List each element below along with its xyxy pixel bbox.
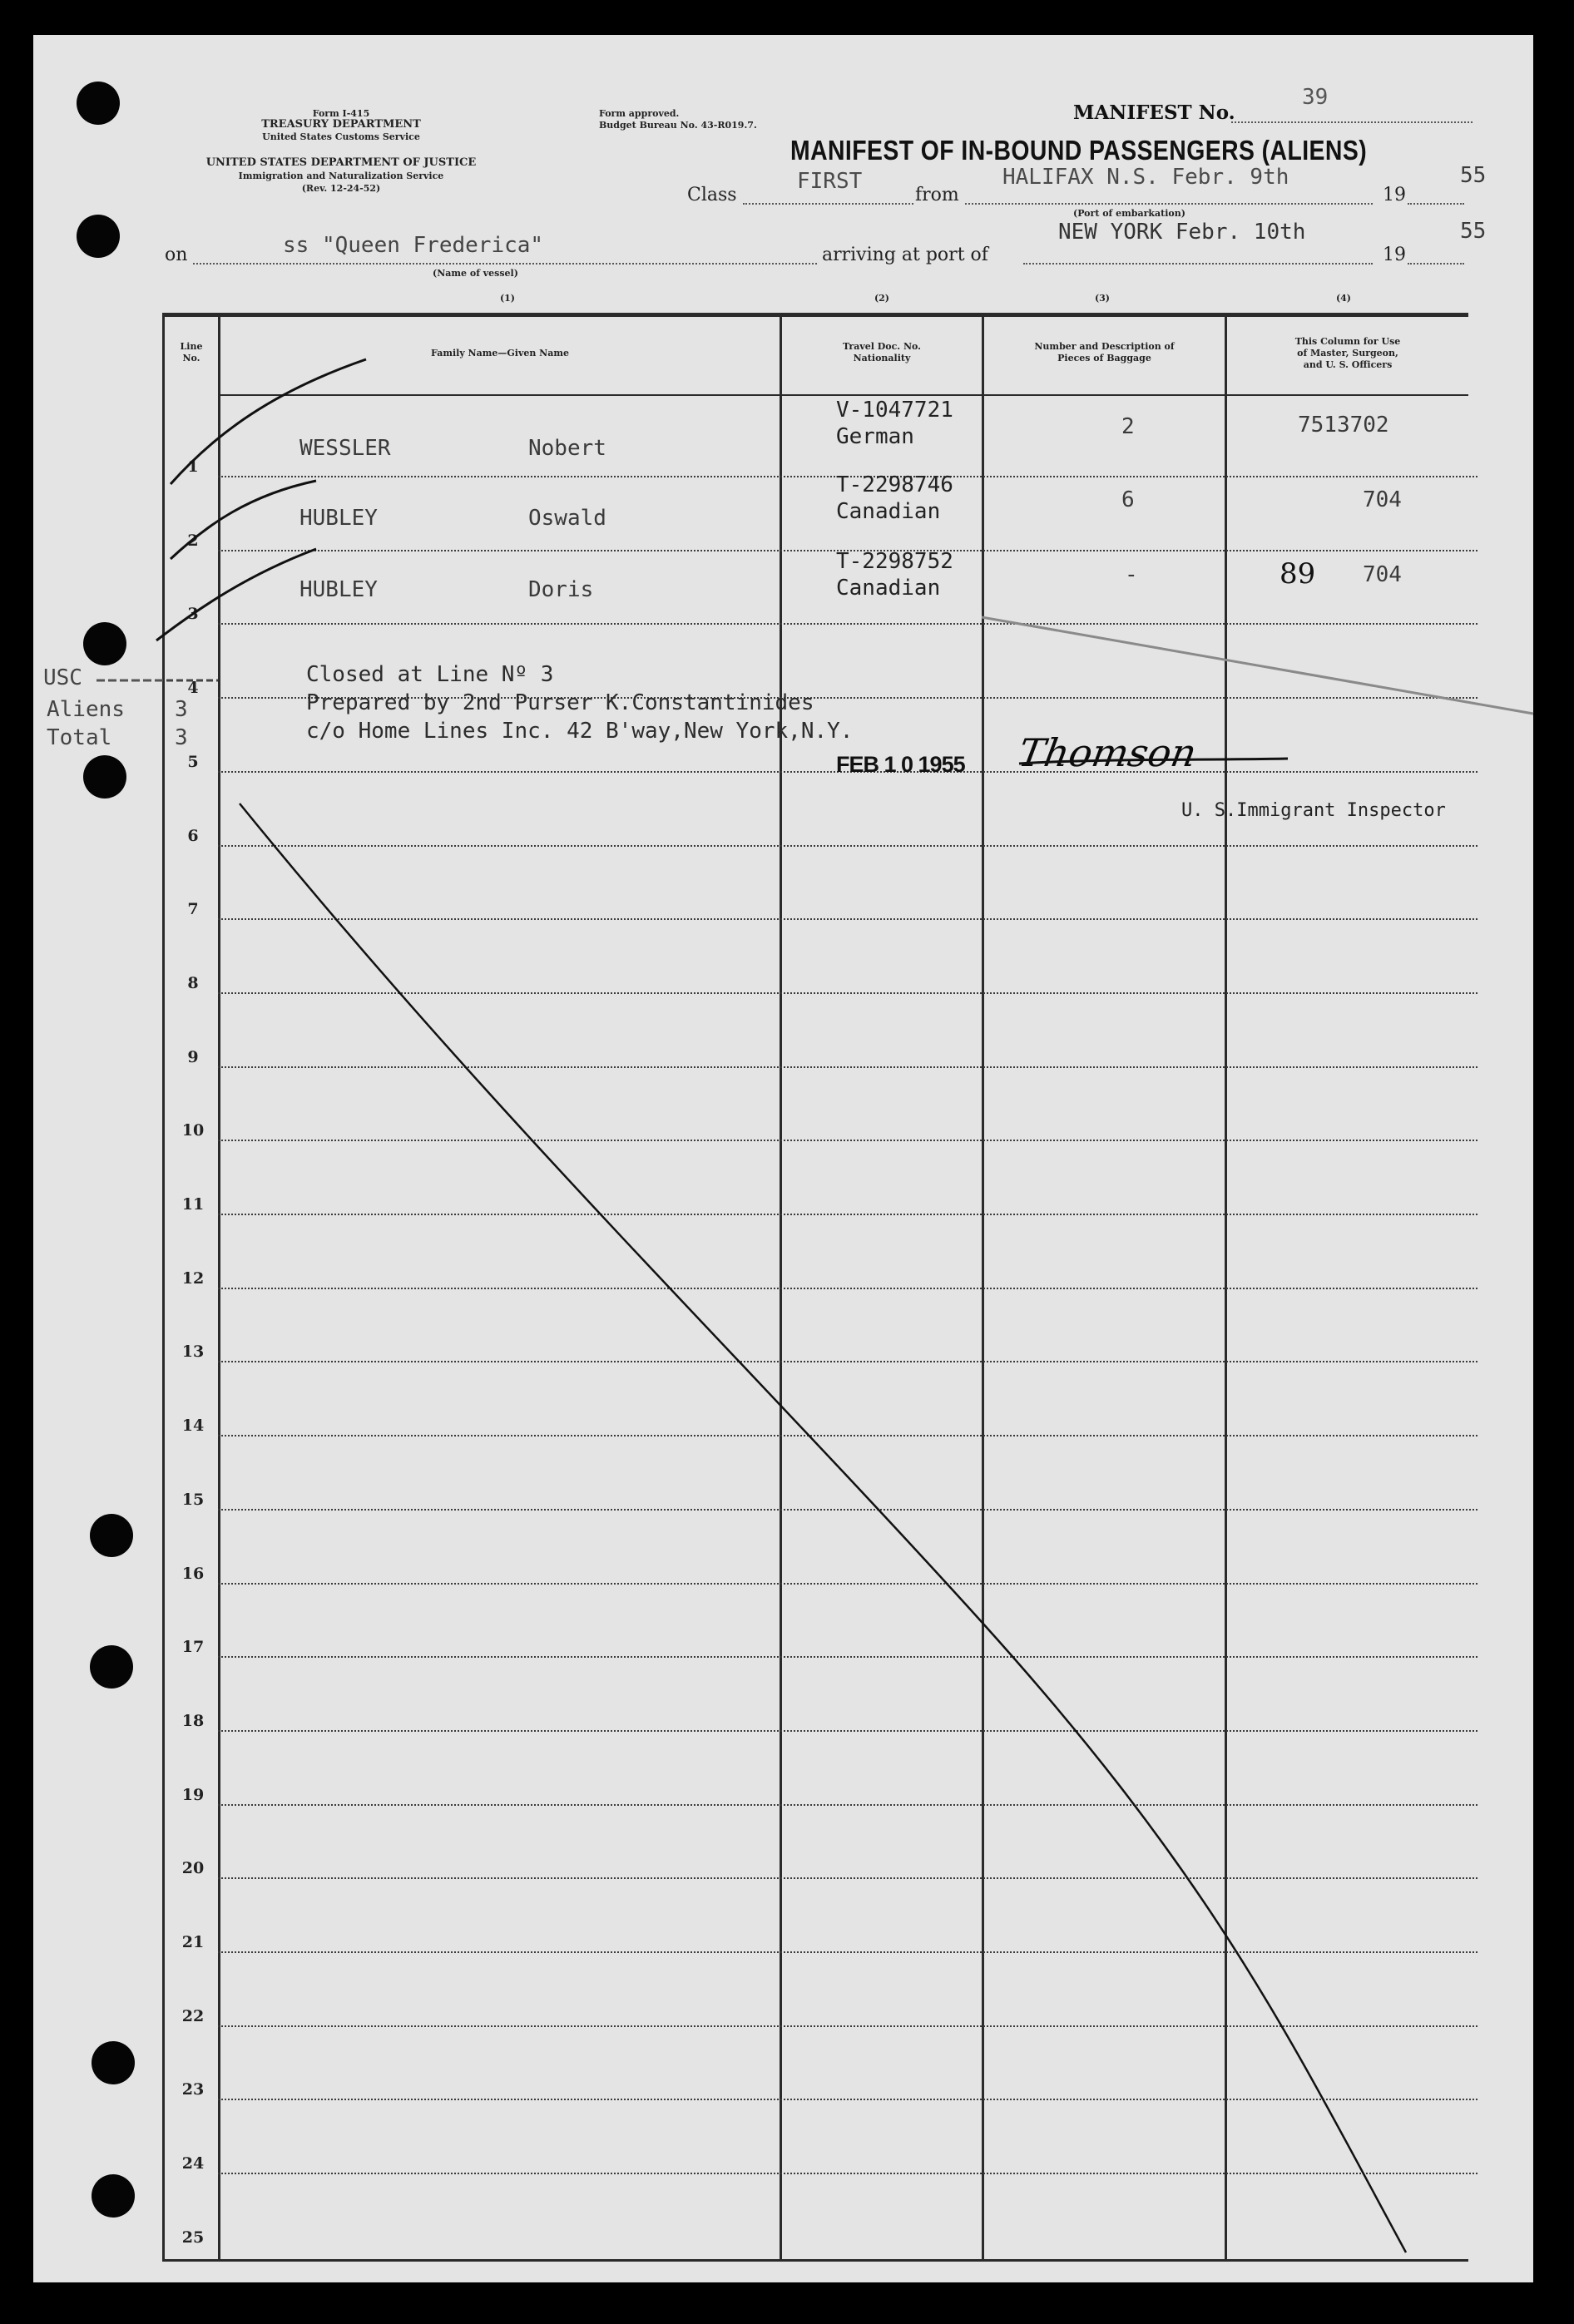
fold-shadow (982, 617, 1533, 714)
passenger-3-nationality: Canadian (836, 576, 941, 601)
line-number: 18 (181, 1712, 205, 1730)
margin-total-label: Total (47, 725, 112, 750)
line-number: 8 (187, 974, 199, 992)
manifest-number-label: MANIFEST No. (1073, 101, 1235, 124)
department-of-justice: UNITED STATES DEPARTMENT OF JUSTICE (205, 156, 477, 169)
passenger-2-family-name: HUBLEY (299, 506, 378, 531)
line-number: 10 (181, 1121, 205, 1140)
line-number: 1 (187, 457, 199, 476)
passenger-1-baggage: 2 (1121, 414, 1135, 439)
officer-header-3: and U. S. Officers (1303, 359, 1393, 370)
column-number-1: (1) (499, 293, 516, 304)
passenger-3-given-name: Doris (528, 577, 594, 602)
line-number: 21 (181, 1933, 205, 1951)
line-header-bottom: No. (182, 353, 200, 363)
line-number: 16 (181, 1565, 205, 1583)
class-value: FIRST (797, 169, 863, 194)
line-number: 19 (181, 1786, 205, 1804)
port-caption: (Port of embarkation) (1073, 208, 1185, 219)
line-number: 12 (181, 1269, 205, 1288)
passenger-2-officer-entry: 704 (1363, 487, 1402, 512)
margin-usc: USC (43, 665, 82, 690)
line-number: 15 (181, 1491, 205, 1509)
year-prefix: 19 (1383, 185, 1406, 205)
customs-service: United States Customs Service (262, 131, 420, 142)
passenger-2-given-name: Oswald (528, 506, 606, 531)
check-stroke-2 (171, 481, 316, 559)
passenger-1-family-name: WESSLER (299, 436, 391, 461)
closed-at-line-note: Closed at Line Nº 3 (306, 662, 554, 687)
line-number: 9 (187, 1048, 199, 1066)
manifest-title: MANIFEST OF IN-BOUND PASSENGERS (ALIENS) (790, 135, 1368, 166)
margin-aliens-count: 3 (175, 697, 188, 722)
passenger-3-travel-doc: T-2298752 (836, 549, 953, 574)
column-number-4: (4) (1335, 293, 1352, 304)
from-label: from (915, 185, 959, 205)
line-number: 14 (181, 1417, 205, 1435)
officer-header-1: This Column for Use (1294, 336, 1401, 347)
passenger-1-nationality: German (836, 424, 914, 449)
manifest-number: 39 (1302, 85, 1329, 110)
officer-header-2: of Master, Surgeon, (1297, 348, 1398, 358)
on-label: on (165, 245, 188, 265)
signature-underline (1019, 759, 1288, 764)
line-number: 25 (181, 2228, 205, 2247)
inspector-title: U. S.Immigrant Inspector (1181, 800, 1446, 821)
form-approved: Form approved. (599, 108, 680, 119)
line-number: 11 (181, 1195, 205, 1214)
line-number: 20 (181, 1859, 205, 1877)
inspector-signature: Thomson (1015, 730, 1200, 775)
family-name-header: Family Name—Given Name (431, 348, 569, 358)
line-number: 7 (187, 900, 199, 918)
check-stroke-3 (156, 549, 316, 640)
address-note: c/o Home Lines Inc. 42 B'way,New York,N.Y. (306, 719, 854, 744)
column-number-2: (2) (874, 293, 890, 304)
line-header-top: Line (180, 341, 203, 352)
arriving-label: arriving at port of (822, 245, 988, 265)
treasury-department: TREASURY DEPARTMENT (261, 118, 421, 131)
line-number: 4 (187, 679, 199, 697)
passenger-2-baggage: 6 (1121, 487, 1135, 512)
line-number: 17 (181, 1638, 205, 1656)
line-number: 3 (187, 605, 199, 623)
arrival-port-date: NEW YORK Febr. 10th (1058, 220, 1306, 245)
prepared-by-note: Prepared by 2nd Purser K.Constantinides (306, 690, 814, 715)
budget-bureau: Budget Bureau No. 43-R019.7. (599, 120, 757, 131)
class-label: Class (687, 185, 737, 205)
passenger-1-travel-doc: V-1047721 (836, 398, 953, 423)
arrival-year: 55 (1460, 219, 1487, 244)
arrival-year-prefix: 19 (1383, 245, 1406, 265)
passenger-3-baggage: - (1125, 562, 1138, 587)
check-stroke-1 (171, 359, 366, 484)
passenger-1-given-name: Nobert (528, 436, 606, 461)
line-number: 24 (181, 2154, 205, 2173)
margin-aliens-label: Aliens (47, 697, 125, 722)
passenger-3-officer-entry: 704 (1363, 562, 1402, 587)
line-number: 5 (187, 753, 199, 771)
vessel-name: ss "Queen Frederica" (283, 233, 544, 258)
margin-total-count: 3 (175, 725, 188, 750)
line-number: 2 (187, 532, 199, 550)
ins-caption: Immigration and Naturalization Service (238, 171, 444, 181)
revision-date: (Rev. 12-24-52) (301, 183, 381, 194)
baggage-header-2: Pieces of Baggage (1057, 353, 1151, 363)
closing-diagonal (240, 804, 1406, 2252)
passenger-2-nationality: Canadian (836, 499, 941, 524)
vessel-caption: (Name of vessel) (433, 268, 518, 279)
passenger-3-family-name: HUBLEY (299, 577, 378, 602)
passenger-2-travel-doc: T-2298746 (836, 472, 953, 497)
passenger-1-officer-entry: 7513702 (1298, 413, 1389, 438)
travel-doc-header: Travel Doc. No. (843, 341, 921, 352)
passenger-3-officer-mark: 89 (1279, 557, 1316, 591)
line-number: 23 (181, 2080, 205, 2099)
baggage-header-1: Number and Description of (1034, 341, 1175, 352)
departure-year: 55 (1460, 163, 1487, 188)
column-number-3: (3) (1094, 293, 1111, 304)
form-number: Form I-415 (312, 108, 370, 119)
nationality-header: Nationality (853, 353, 911, 363)
line-number: 22 (181, 2007, 205, 2025)
line-number: 6 (187, 827, 199, 845)
line-number: 13 (181, 1342, 205, 1361)
inspection-date-stamp: FEB 1 0 1955 (836, 752, 965, 777)
port-of-embarkation: HALIFAX N.S. Febr. 9th (1002, 165, 1289, 190)
